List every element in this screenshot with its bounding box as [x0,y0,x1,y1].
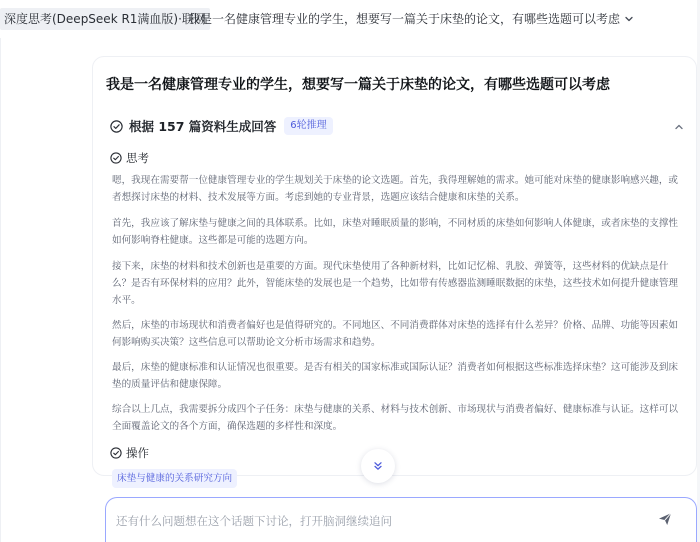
sources-summary-row[interactable] [110,116,685,136]
thinking-paragraph: 嗯，我现在需要帮一位健康管理专业的学生规划关于床垫的论文选题。首先，我得理解她的需求。她可能对床垫的健康影响感兴趣，或者想探讨床垫的材料、技术发展等方面。考虑到她的专业背景，选题应该结合健康和床垫的关系。 [112,175,679,203]
thinking-section-header [110,150,149,166]
thinking-paragraph: 最后，床垫的健康标准和认证情况也很重要。是否有相关的国家标准或国际认证？消费者如何根据这些标准选择床垫？这可能涉及到床垫的质量评估和健康保障。 [112,362,679,390]
operations-section-header [110,445,149,461]
check-circle-icon [110,444,122,463]
thinking-paragraph: 然后，床垫的市场现状和消费者偏好也是值得研究的。不同地区、不同消费群体对床垫的选择有什么差异？价格、品牌、功能等因素如何影响购买决策？这些信息可以帮助论文分析市场需求和趋势。 [112,320,679,348]
thinking-label: 思考 [126,151,149,165]
thinking-paragraph: 综合以上几点，我需要拆分成四个子任务：床垫与健康的关系、材料与技术创新、市场现状与消费者偏好、健康标准与认证。这样可以全面覆盖论文的各个方面，确保选题的多样性和深度。 [112,404,679,432]
question-heading: 我是一名健康管理专业的学生，想要写一篇关于床垫的论文，有哪些选题可以考虑 [106,77,610,93]
followup-composer [105,497,697,542]
app-mode-badge[interactable]: 深度思考(DeepSeek R1满血版)·联网 [0,8,210,30]
top-bar [0,0,700,38]
operations-label: 操作 [126,446,149,460]
chevron-down-icon [624,14,634,24]
operation-tag[interactable]: 床垫与健康的关系研究方向 [112,469,237,488]
scroll-to-bottom-button[interactable] [361,449,395,483]
thinking-paragraph: 接下来，床垫的材料和技术创新也是重要的方面。现代床垫使用了各种新材料，比如记忆棉、乳胶、弹簧等，这些材料的优缺点是什么？是否有环保材料的应用？此外，智能床垫的发展也是一个趋势，比如带有传感器监测睡眠数据的床垫，这些技术如何提升健康管理水平。 [112,261,679,306]
send-icon [657,511,673,531]
conversation-title: 我是一名健康管理专业的学生，想要写一篇关于床垫的论文，有哪些选题可以考虑 [188,12,621,26]
conversation-title-dropdown[interactable] [188,9,634,29]
thinking-paragraph: 首先，我应该了解床垫与健康之间的具体联系。比如，床垫对睡眠质量的影响，不同材质的床垫如何影响人体健康，或者床垫的支撑性如何影响脊柱健康。这些都是可能的选题方向。 [112,218,679,246]
send-button[interactable] [654,510,676,532]
chevron-up-icon[interactable] [673,118,685,137]
left-divider [0,38,1,542]
followup-input[interactable] [116,510,636,532]
sources-label: 根据 157 篇资料生成回答 [129,119,277,134]
reasoning-rounds-badge: 6轮推理 [284,117,332,135]
check-circle-icon [110,120,123,133]
check-circle-icon [110,149,122,168]
double-chevron-down-icon [372,457,384,476]
